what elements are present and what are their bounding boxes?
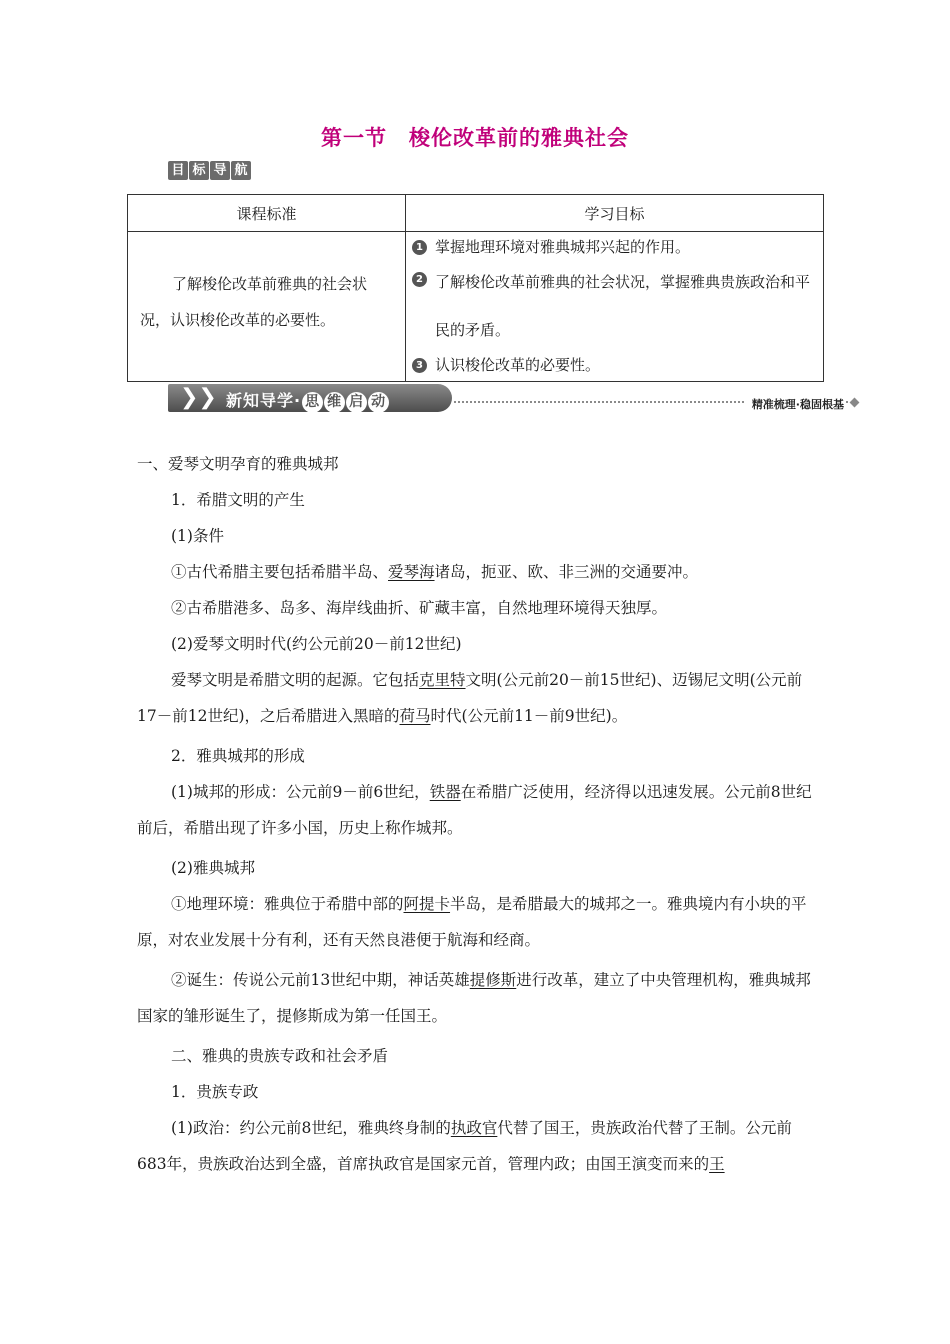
keyword: 克里特 [419,671,466,689]
subheading-2-1: 1．贵族专政 [171,1083,259,1101]
objective-text: 认识梭伦改革的必要性。 [435,356,601,374]
banner-dot: · [294,391,302,410]
goal-table [127,194,824,382]
keyword: 阿提卡 [403,895,451,913]
banner-label [168,384,452,412]
page-title [0,122,950,152]
badge-char: 导 [210,161,230,180]
objective-text: 了解梭伦改革前雅典的社会状况，掌握雅典贵族政治和平民的矛盾。 [435,273,811,339]
banner-pill-char: 动 [368,392,389,413]
subheading-1-1: 1．希腊文明的产生 [171,491,305,509]
heading-section-2: 二、雅典的贵族专政和社会矛盾 [171,1047,389,1065]
banner-tagline: 精准梳理·稳固根基 [746,396,844,412]
keyword: 爱琴海 [388,563,435,581]
paragraph-condition-2: ②古希腊港多、岛多、海岸线曲折、矿藏丰富，自然地理环境得天独厚。 [171,599,668,617]
badge-char: 航 [231,161,251,180]
col-header-standard: 课程标准 [128,195,406,232]
title-text: 梭伦改革前的雅典社会 [409,126,629,150]
subheading-athens: (2)雅典城邦 [171,859,255,877]
objective-item [412,258,815,354]
keyword: 铁器 [429,783,461,801]
banner-pill-char: 启 [346,392,367,413]
standard-cell: 了解梭伦改革前雅典的社会状况，认识梭伦改革的必要性。 [128,232,406,382]
diamond-icon [850,398,860,408]
paragraph-birth: ②诞生：传说公元前13世纪中期，神话英雄提修斯进行改革，建立了中央管理机构，雅典城邦国家的雏形诞生了，提修斯成为第一任国王。 [137,971,811,1025]
keyword: 荷马 [399,707,431,725]
heading-section-1: 一、爱琴文明孕育的雅典城邦 [137,455,339,473]
banner-pill-char: 思 [302,392,323,413]
keyword: 提修斯 [469,971,517,989]
paragraph-condition-1: ①古代希腊主要包括希腊半岛、爱琴海诸岛，扼亚、欧、非三洲的交通要冲。 [171,563,699,581]
keyword: 执政官 [450,1119,498,1137]
subheading-1-2: 2．雅典城邦的形成 [171,747,305,765]
objective-text: 掌握地理环境对雅典城邦兴起的作用。 [435,238,691,256]
keyword: 王 [709,1155,725,1173]
badge-char: 标 [189,161,209,180]
paragraph-aegean: 爱琴文明是希腊文明的起源。它包括克里特文明(公元前20－前15世纪)、迈锡尼文明(公元前17－前12世纪)，之后希腊进入黑暗的荷马时代(公元前11－前9世纪)。 [137,671,803,725]
section-banner [168,384,858,414]
objective-item [412,236,815,258]
number-3-icon: 3 [412,358,427,373]
goal-nav-badge [168,161,251,180]
title-section-number: 第一节 [321,126,387,150]
badge-char: 目 [168,161,188,180]
subheading-aegean-era: (2)爱琴文明时代(约公元前20－前12世纪) [171,635,462,653]
subheading-conditions: (1)条件 [171,527,224,545]
paragraph-geography: ①地理环境：雅典位于希腊中部的阿提卡半岛，是希腊最大的城邦之一。雅典境内有小块的平原，对农业发展十分有利，还有天然良港便于航海和经商。 [137,895,807,949]
paragraph-city-state-formation: (1)城邦的形成：公元前9－前6世纪，铁器在希腊广泛使用，经济得以迅速发展。公元前8世纪前后，希腊出现了许多小国，历史上称作城邦。 [137,783,812,837]
paragraph-politics: (1)政治：约公元前8世纪，雅典终身制的执政官代替了国王，贵族政治代替了王制。公元前683年，贵族政治达到全盛，首席执政官是国家元首，管理内政；由国王演变而来的王 [137,1119,792,1173]
banner-pill-char: 维 [324,392,345,413]
number-1-icon: 1 [412,240,427,255]
double-chevron-icon: ❯❯ [180,385,217,410]
number-2-icon: 2 [412,272,427,287]
banner-left-text: 新知导学 [226,391,295,410]
objective-item [412,354,815,376]
objectives-cell [406,232,824,382]
col-header-objectives: 学习目标 [406,195,824,232]
